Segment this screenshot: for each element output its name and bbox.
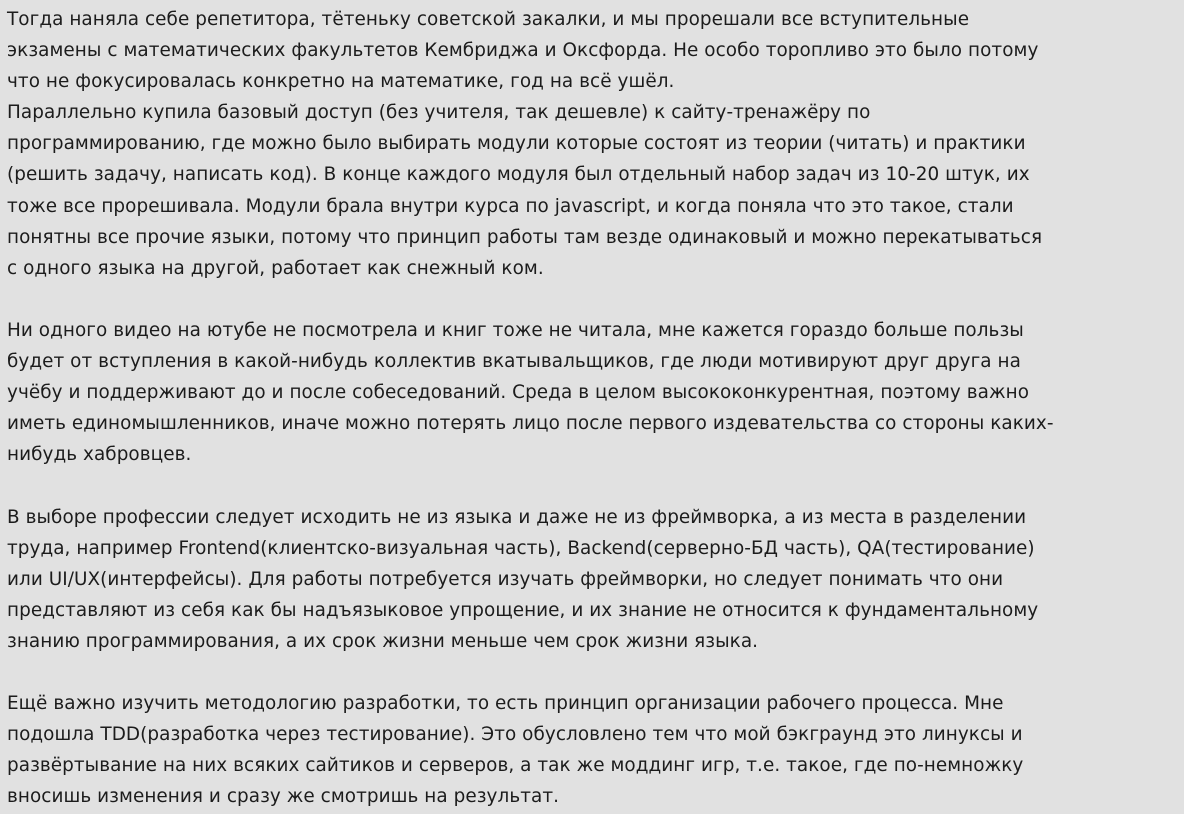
text-line: Параллельно купила базовый доступ (без учителя, так дешевле) к сайту-тренажёру по — [7, 102, 871, 124]
text-line: учёбу и поддерживают до и после собеседований. Среда в целом высококонкурентная, поэтому важно — [7, 382, 1030, 404]
text-line: нибудь хабровцев. — [7, 444, 192, 466]
paragraph-4 — [7, 688, 1184, 812]
text-line: иметь единомышленников, иначе можно потерять лицо после первого издевательства со стороны каких- — [7, 413, 1054, 435]
text-line: труда, например Frontend(клиентско-визуальная часть), Backend(серверно-БД часть), QA(тестирование) — [7, 537, 1035, 559]
paragraph-2 — [7, 315, 1184, 470]
text-line: В выборе профессии следует исходить не из языка и даже не из фреймворка, а из места в разделении — [7, 506, 1027, 528]
text-line: развёртывание на них всяких сайтиков и серверов, а так же моддинг игр, т.е. такое, где по-немножку — [7, 755, 1024, 777]
paragraph-1 — [7, 4, 1184, 284]
text-line: подошла TDD(разработка через тестирование). Это обусловлено тем что мой бэкграунд это линуксы и — [7, 724, 1023, 746]
text-line: Ни одного видео на ютубе не посмотрела и книг тоже не читала, мне кажется гораздо больше пользы — [7, 319, 1024, 341]
text-line: или UI/UX(интерфейсы). Для работы потребуется изучать фреймворки, но следует понимать что они — [7, 568, 1004, 590]
text-line: понятны все прочие языки, потому что принцип работы там везде одинаковый и можно перекатываться — [7, 226, 1043, 248]
text-line: программированию, где можно было выбирать модули которые состоят из теории (читать) и практики — [7, 133, 1026, 155]
text-line: с одного языка на другой, работает как снежный ком. — [7, 257, 544, 279]
text-line: будет от вступления в какой-нибудь коллектив вкатывальщиков, где люди мотивируют друг друга на — [7, 351, 1021, 373]
text-line: тоже все прорешивала. Модули брала внутри курса по javascript, и когда поняла что это такое, стали — [7, 195, 1014, 217]
text-line: (решить задачу, написать код). В конце каждого модуля был отдельный набор задач из 10-20 штук, их — [7, 164, 1030, 186]
text-line: Тогда наняла себе репетитора, тётеньку советской закалки, и мы прорешали все вступительные — [7, 9, 970, 30]
paragraph-3 — [7, 502, 1184, 657]
text-line: знанию программирования, а их срок жизни меньше чем срок жизни языка. — [7, 630, 759, 652]
text-line: экзамены с математических факультетов Кембриджа и Оксфорда. Не особо торопливо это было потому — [7, 40, 1039, 62]
text-line: вносишь изменения и сразу же смотришь на результат. — [7, 786, 559, 808]
text-line: что не фокусировалась конкретно на математике, год на всё ушёл. — [7, 71, 675, 93]
text-line: Ещё важно изучить методологию разработки, то есть принцип организации рабочего процесса. Мне — [7, 693, 1004, 715]
text-line: представляют из себя как бы надъязыковое упрощение, и их знание не относится к фундаментальному — [7, 599, 1039, 621]
